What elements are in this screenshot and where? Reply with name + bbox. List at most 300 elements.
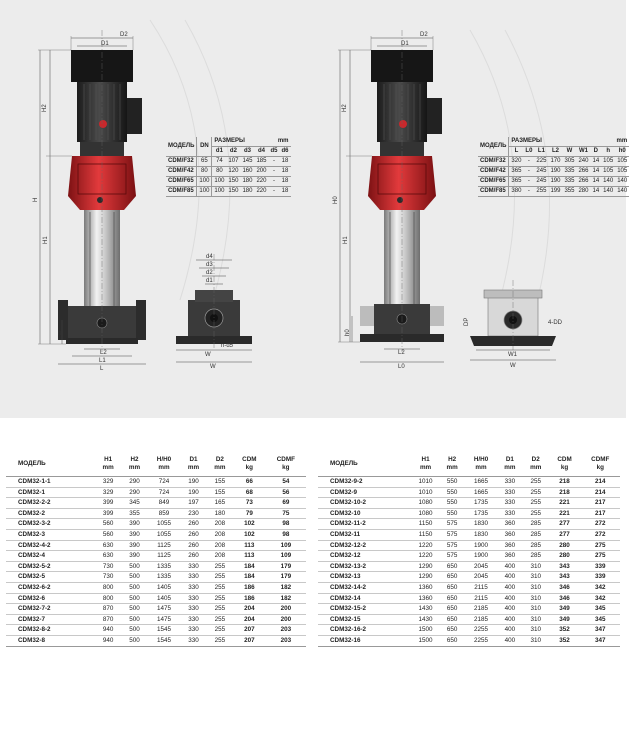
flange-dim-d1: d1	[206, 278, 213, 284]
spec-value-cell: 255	[207, 614, 233, 625]
spec-value-cell: 500	[121, 604, 147, 615]
spec-header-label: CDM	[242, 456, 257, 463]
spec-header-unit: mm	[187, 464, 200, 471]
spec-value-cell: 390	[121, 529, 147, 540]
spec-value-cell: 217	[581, 508, 620, 519]
spec-table-row	[318, 572, 620, 583]
spec-model-cell: CDM32-14-2	[318, 582, 412, 593]
left-dim-l: L	[100, 366, 104, 372]
right-dim-d1: D1	[401, 41, 409, 47]
spec-value-cell: 1830	[465, 519, 497, 530]
spec-value-cell: 218	[549, 487, 581, 498]
flange-dim-w: W	[210, 364, 216, 370]
spec-header-unit: kg	[596, 464, 604, 471]
spec-value-cell: 1125	[148, 551, 181, 562]
spec-table-row	[318, 582, 620, 593]
spec-value-cell: 214	[581, 487, 620, 498]
base-table-cell: -	[523, 177, 534, 187]
spec-model-cell: CDM32-9	[318, 487, 412, 498]
spec-table-row	[6, 540, 306, 551]
base-table-cell: 14	[590, 157, 601, 167]
spec-value-cell: 400	[497, 582, 523, 593]
spec-value-cell: 260	[180, 551, 206, 562]
spec-value-cell: 550	[439, 508, 465, 519]
flange-table-cell: -	[268, 177, 279, 187]
spec-value-cell: 186	[233, 593, 266, 604]
spec-value-cell: 113	[233, 551, 266, 562]
spec-value-cell: 217	[581, 498, 620, 509]
spec-value-cell: 400	[497, 625, 523, 636]
spec-value-cell: 330	[180, 635, 206, 646]
spec-model-cell: CDM32-15-2	[318, 604, 412, 615]
spec-model-cell: CDM32-8-2	[6, 625, 95, 636]
spec-value-cell: 277	[549, 529, 581, 540]
base-table-cell: 305	[562, 157, 576, 167]
spec-value-cell: 310	[523, 614, 549, 625]
flange-table-cell: 150	[226, 177, 240, 187]
flange-dim-nd5: n-d5	[221, 343, 234, 349]
spec-value-cell: 650	[439, 614, 465, 625]
spec-header-cell	[266, 452, 306, 477]
flange-table-cell: 80	[212, 167, 227, 177]
spec-table-row	[318, 635, 620, 646]
spec-value-cell: 329	[95, 477, 121, 488]
flange-table-row	[166, 167, 291, 177]
spec-value-cell: 1010	[412, 477, 439, 488]
spec-value-cell: 575	[439, 529, 465, 540]
spec-value-cell: 500	[121, 561, 147, 572]
spec-value-cell: 310	[523, 593, 549, 604]
spec-value-cell: 360	[497, 551, 523, 562]
spec-value-cell: 190	[180, 477, 206, 488]
base-table-row	[478, 157, 629, 167]
spec-value-cell: 221	[549, 498, 581, 509]
spec-value-cell: 180	[207, 508, 233, 519]
left-dim-l2: L2	[100, 350, 107, 356]
spec-table-row	[6, 614, 306, 625]
right-dim-h2: H2	[342, 104, 348, 112]
flange-table-cell: 150	[226, 187, 240, 197]
spec-value-cell: 650	[439, 604, 465, 615]
spec-model-cell: CDM32-4	[6, 551, 95, 562]
flange-table-col-d6: d6	[279, 147, 290, 157]
spec-table-row	[6, 498, 306, 509]
base-table-cell: 199	[548, 187, 562, 197]
spec-value-cell: 345	[121, 498, 147, 509]
spec-value-cell: 272	[581, 519, 620, 530]
spec-header-cell	[233, 452, 266, 477]
spec-value-cell: 2045	[465, 561, 497, 572]
spec-value-cell: 349	[549, 614, 581, 625]
spec-header-cell	[207, 452, 233, 477]
spec-value-cell: 203	[266, 635, 306, 646]
base-table-cell: 335	[562, 177, 576, 187]
spec-value-cell: 255	[207, 604, 233, 615]
base-table-cell: 266	[576, 167, 590, 177]
base-table-row	[478, 177, 629, 187]
spec-value-cell: 75	[266, 508, 306, 519]
flange-table-col-d3: d3	[240, 147, 254, 157]
base-table-cell: 245	[534, 177, 548, 187]
spec-value-cell: 204	[233, 604, 266, 615]
left-dim-h: H	[33, 197, 39, 202]
base-table-col-L1: L1	[534, 147, 548, 157]
spec-value-cell: 1545	[148, 635, 181, 646]
base-table-col-h: h	[601, 147, 615, 157]
base-table-col-D: D	[590, 147, 601, 157]
base-table-model: CDM/F32	[478, 157, 509, 167]
spec-header-label: H/H0	[473, 456, 489, 463]
spec-header-unit: mm	[102, 464, 114, 471]
flange-table-cell: 100	[212, 187, 227, 197]
spec-value-cell: 310	[523, 635, 549, 646]
flange-table-cell: 18	[279, 157, 290, 167]
flange-table-model: CDM/F85	[166, 187, 197, 197]
spec-table-row	[6, 529, 306, 540]
spec-value-cell: 1080	[412, 498, 439, 509]
spec-value-cell: 329	[95, 487, 121, 498]
spec-value-cell: 330	[180, 561, 206, 572]
spec-value-cell: 724	[148, 477, 181, 488]
base-dim-dp: DP	[464, 317, 470, 326]
spec-table-row	[6, 625, 306, 636]
spec-model-cell: CDM32-16	[318, 635, 412, 646]
flange-dim-d3: d3	[206, 262, 213, 268]
spec-value-cell: 1125	[148, 540, 181, 551]
spec-value-cell: 255	[523, 498, 549, 509]
spec-value-cell: 2185	[465, 604, 497, 615]
spec-value-cell: 560	[95, 519, 121, 530]
flange-table-cell: 180	[240, 187, 254, 197]
spec-table-row	[6, 551, 306, 562]
base-table-cell: 190	[548, 167, 562, 177]
spec-value-cell: 400	[497, 604, 523, 615]
flange-table-dn: 65	[197, 157, 212, 167]
spec-model-cell: CDM32-4-2	[6, 540, 95, 551]
spec-value-cell: 54	[266, 477, 306, 488]
spec-value-cell: 1500	[412, 625, 439, 636]
spec-value-cell: 330	[497, 498, 523, 509]
spec-value-cell: 184	[233, 561, 266, 572]
base-table-cell: 105	[601, 167, 615, 177]
spec-value-cell: 230	[180, 508, 206, 519]
spec-header-unit: mm	[530, 464, 542, 471]
spec-value-cell: 650	[439, 625, 465, 636]
spec-value-cell: 630	[95, 551, 121, 562]
spec-header-label: CDMF	[276, 456, 295, 463]
base-table-row	[478, 187, 629, 197]
spec-value-cell: 184	[233, 572, 266, 583]
spec-model-cell: CDM32-14	[318, 593, 412, 604]
spec-value-cell: 290	[121, 477, 147, 488]
spec-value-cell: 800	[95, 582, 121, 593]
spec-header-label: D2	[531, 456, 540, 463]
spec-table-row	[318, 604, 620, 615]
spec-value-cell: 1405	[148, 593, 181, 604]
spec-value-cell: 849	[148, 498, 181, 509]
base-table-col-L0: L0	[523, 147, 534, 157]
left-outlet-flange	[136, 300, 146, 340]
flange-table-row	[166, 157, 291, 167]
left-flange-view	[176, 254, 252, 370]
spec-value-cell: 342	[581, 593, 620, 604]
spec-value-cell: 343	[549, 561, 581, 572]
spec-model-cell: CDM32-9-2	[318, 477, 412, 488]
spec-value-cell: 347	[581, 635, 620, 646]
spec-header-unit: kg	[245, 464, 254, 471]
flange-table-col-d2: d2	[226, 147, 240, 157]
spec-value-cell: 1430	[412, 614, 439, 625]
spec-value-cell: 280	[549, 551, 581, 562]
spec-header-label: D1	[505, 456, 514, 463]
spec-value-cell: 275	[581, 551, 620, 562]
spec-value-cell: 550	[439, 498, 465, 509]
flange-table-cell: 200	[254, 167, 268, 177]
flange-table-cell: 220	[254, 177, 268, 187]
spec-table-row	[6, 582, 306, 593]
base-table-col-h0: h0	[615, 147, 629, 157]
flange-table-dn: 80	[197, 167, 212, 177]
spec-value-cell: 1010	[412, 487, 439, 498]
spec-value-cell: 260	[180, 540, 206, 551]
spec-model-cell: CDM32-13-2	[318, 561, 412, 572]
left-dim-d1: D1	[101, 41, 109, 47]
base-table-model: CDM/F65	[478, 177, 509, 187]
spec-value-cell: 221	[549, 508, 581, 519]
spec-value-cell: 260	[180, 529, 206, 540]
left-dim-h-small: h	[58, 331, 62, 337]
spec-model-cell: CDM32-2	[6, 508, 95, 519]
spec-value-cell: 2045	[465, 572, 497, 583]
spec-value-cell: 330	[497, 508, 523, 519]
spec-table-row	[318, 625, 620, 636]
spec-value-cell: 1080	[412, 508, 439, 519]
base-table-model: CDM/F85	[478, 187, 509, 197]
spec-model-cell: CDM32-1-1	[6, 477, 95, 488]
spec-header-label: D1	[189, 456, 198, 463]
spec-value-cell: 500	[121, 593, 147, 604]
base-table-cell: 255	[534, 187, 548, 197]
spec-model-cell: CDM32-12	[318, 551, 412, 562]
base-table-cell: -	[523, 167, 534, 177]
spec-value-cell: 330	[180, 593, 206, 604]
spec-table-row	[318, 498, 620, 509]
spec-value-cell: 870	[95, 604, 121, 615]
flange-table-model-header: МОДЕЛЬ	[166, 137, 197, 157]
spec-value-cell: 352	[549, 625, 581, 636]
spec-value-cell: 500	[121, 635, 147, 646]
spec-value-cell: 352	[549, 635, 581, 646]
spec-value-cell: 109	[266, 540, 306, 551]
spec-value-cell: 1220	[412, 540, 439, 551]
spec-value-cell: 345	[581, 614, 620, 625]
spec-value-cell: 360	[497, 540, 523, 551]
spec-header-cell	[523, 452, 549, 477]
spec-value-cell: 400	[497, 614, 523, 625]
spec-value-cell: 272	[581, 529, 620, 540]
spec-header-cell	[412, 452, 439, 477]
spec-table-row	[318, 614, 620, 625]
spec-value-cell: 1665	[465, 477, 497, 488]
spec-value-cell: 310	[523, 582, 549, 593]
spec-value-cell: 550	[439, 487, 465, 498]
spec-value-cell: 330	[180, 614, 206, 625]
left-motor-logo	[99, 120, 107, 128]
spec-value-cell: 1735	[465, 508, 497, 519]
flange-table-model: CDM/F32	[166, 157, 197, 167]
base-table-col-L2: L2	[548, 147, 562, 157]
flange-table-cell: -	[268, 157, 279, 167]
spec-value-cell: 208	[207, 529, 233, 540]
spec-value-cell: 940	[95, 625, 121, 636]
spec-value-cell: 650	[439, 582, 465, 593]
spec-value-cell: 207	[233, 635, 266, 646]
flange-table-dn-header: DN	[197, 137, 212, 157]
spec-value-cell: 330	[180, 582, 206, 593]
spec-value-cell: 1360	[412, 582, 439, 593]
spec-header-label: МОДЕЛЬ	[18, 460, 46, 467]
spec-value-cell: 339	[581, 572, 620, 583]
spec-value-cell: 102	[233, 529, 266, 540]
spec-value-cell: 575	[439, 540, 465, 551]
right-dim-h0: H0	[333, 196, 339, 204]
spec-value-cell: 2115	[465, 593, 497, 604]
spec-value-cell: 650	[439, 572, 465, 583]
spec-value-cell: 69	[266, 498, 306, 509]
base-table-cell: 355	[562, 187, 576, 197]
spec-value-cell: 310	[523, 572, 549, 583]
spec-header-unit: mm	[128, 464, 141, 471]
spec-value-cell: 355	[121, 508, 147, 519]
left-dim-h2: H2	[42, 104, 48, 112]
spec-value-cell: 255	[207, 561, 233, 572]
spec-model-cell: CDM32-5-2	[6, 561, 95, 572]
spec-value-cell: 73	[233, 498, 266, 509]
spec-value-cell: 346	[549, 582, 581, 593]
flange-table-col-d4: d4	[254, 147, 268, 157]
flange-table-cell: 145	[240, 157, 254, 167]
spec-value-cell: 1900	[465, 551, 497, 562]
spec-value-cell: 275	[581, 540, 620, 551]
base-dim-w1: W1	[508, 352, 517, 358]
flange-dim-d4: d4	[206, 254, 213, 260]
spec-header-label: МОДЕЛЬ	[330, 460, 358, 467]
base-table-cell: 14	[590, 187, 601, 197]
spec-header-unit: mm	[419, 464, 432, 471]
spec-value-cell: 339	[581, 561, 620, 572]
base-table-cell: 280	[576, 187, 590, 197]
spec-value-cell: 1360	[412, 593, 439, 604]
spec-value-cell: 730	[95, 572, 121, 583]
spec-value-cell: 342	[581, 582, 620, 593]
flange-table-cell: 180	[240, 177, 254, 187]
spec-value-cell: 290	[121, 487, 147, 498]
spec-model-cell: CDM32-7	[6, 614, 95, 625]
spec-value-cell: 1405	[148, 582, 181, 593]
spec-header-label: H2	[448, 456, 457, 463]
spec-value-cell: 255	[207, 582, 233, 593]
spec-model-cell: CDM32-6-2	[6, 582, 95, 593]
spec-value-cell: 310	[523, 561, 549, 572]
spec-value-cell: 650	[439, 635, 465, 646]
spec-value-cell: 800	[95, 593, 121, 604]
spec-value-cell: 218	[549, 477, 581, 488]
flange-table-cell: 120	[226, 167, 240, 177]
spec-value-cell: 1335	[148, 561, 181, 572]
spec-value-cell: 330	[497, 487, 523, 498]
spec-header-cell	[121, 452, 147, 477]
flange-table-unit: mm	[268, 137, 290, 147]
flange-table-cell: 18	[279, 187, 290, 197]
left-pump	[58, 30, 146, 352]
spec-header-label: H1	[104, 456, 113, 463]
base-table-cell: 140	[615, 187, 629, 197]
spec-value-cell: 255	[523, 508, 549, 519]
spec-value-cell: 277	[549, 519, 581, 530]
spec-header-unit: kg	[560, 464, 569, 471]
spec-value-cell: 349	[549, 604, 581, 615]
spec-value-cell: 1430	[412, 604, 439, 615]
spec-header-cell	[465, 452, 497, 477]
spec-value-cell: 285	[523, 519, 549, 530]
spec-table-row	[6, 572, 306, 583]
spec-value-cell: 346	[549, 593, 581, 604]
spec-table-right	[318, 452, 620, 647]
spec-model-cell: CDM32-7-2	[6, 604, 95, 615]
spec-value-cell: 285	[523, 540, 549, 551]
spec-value-cell: 280	[549, 540, 581, 551]
flange-table-cell: 18	[279, 167, 290, 177]
spec-value-cell: 1475	[148, 604, 181, 615]
spec-model-cell: CDM32-11-2	[318, 519, 412, 530]
base-table-col-W: W	[562, 147, 576, 157]
spec-header-cell	[95, 452, 121, 477]
spec-value-cell: 330	[180, 625, 206, 636]
spec-value-cell: 285	[523, 529, 549, 540]
spec-model-cell: CDM32-6	[6, 593, 95, 604]
flange-table-cell: 107	[226, 157, 240, 167]
spec-value-cell: 400	[497, 561, 523, 572]
spec-value-cell: 345	[581, 604, 620, 615]
spec-header-unit: kg	[282, 464, 290, 471]
base-table-cell: -	[523, 157, 534, 167]
spec-value-cell: 310	[523, 604, 549, 615]
flange-table-cell: 220	[254, 187, 268, 197]
spec-table-row	[6, 593, 306, 604]
spec-value-cell: 2115	[465, 582, 497, 593]
base-table-cell: 245	[534, 167, 548, 177]
flange-table-cell: 160	[240, 167, 254, 177]
spec-value-cell: 1055	[148, 519, 181, 530]
spec-value-cell: 255	[207, 572, 233, 583]
spec-value-cell: 1900	[465, 540, 497, 551]
spec-value-cell: 260	[180, 519, 206, 530]
spec-header-label: CDM	[557, 456, 572, 463]
spec-table-row	[318, 529, 620, 540]
spec-table-row	[318, 477, 620, 488]
spec-model-cell: CDM32-11	[318, 529, 412, 540]
spec-value-cell: 200	[266, 614, 306, 625]
spec-value-cell: 390	[121, 551, 147, 562]
spec-header-cell	[581, 452, 620, 477]
spec-header-cell	[439, 452, 465, 477]
spec-value-cell: 399	[95, 498, 121, 509]
spec-header-cell	[148, 452, 181, 477]
spec-header-label: D2	[215, 456, 224, 463]
spec-value-cell: 255	[207, 625, 233, 636]
base-table-unit: mm	[590, 137, 629, 147]
spec-value-cell: 360	[497, 519, 523, 530]
